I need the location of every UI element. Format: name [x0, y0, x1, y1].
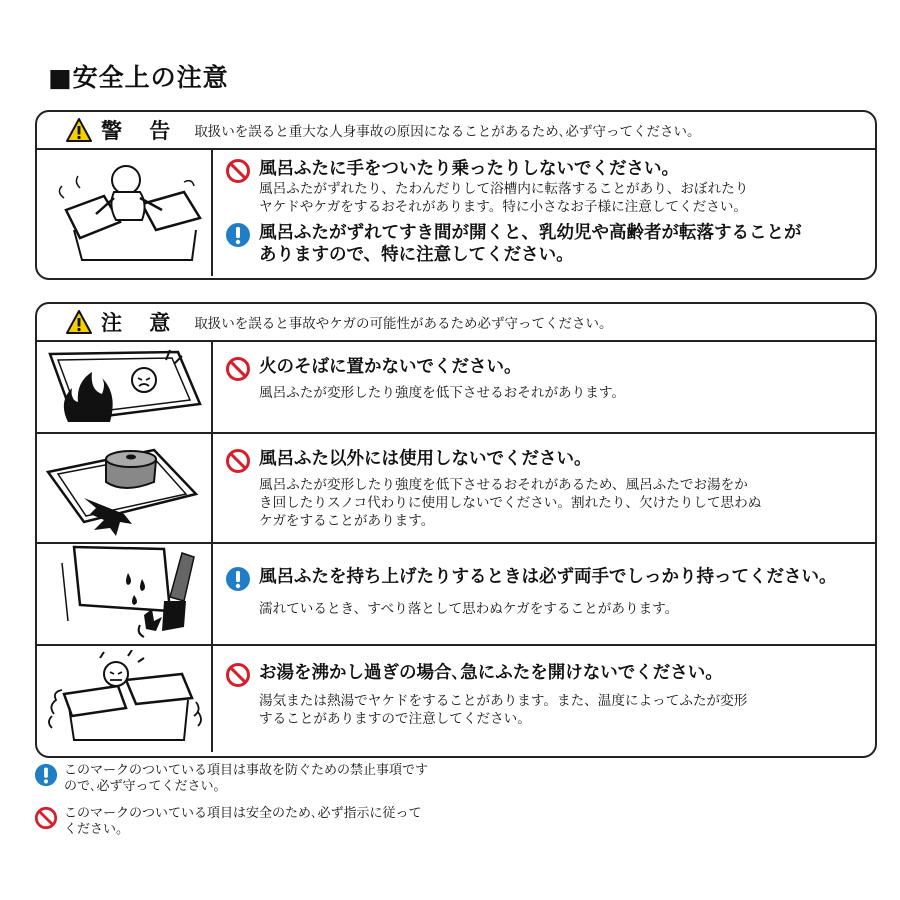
caution-row-4 — [37, 646, 875, 752]
caution-item-2-detail-3: ケガをすることがあります。 — [259, 513, 435, 529]
exclamation-icon — [225, 566, 251, 592]
legend-exclamation — [34, 763, 484, 795]
caution-item-3-title: 風呂ふたを持ち上げたりするときは必ず両手でしっかり持ってください。 — [259, 567, 837, 587]
broken-lid-icon — [44, 438, 204, 538]
prohibition-icon — [225, 356, 251, 382]
page-title: ■安全上の注意 — [48, 63, 229, 92]
stool-on-lid-illustration — [37, 434, 213, 542]
prohibition-icon — [34, 806, 58, 830]
caution-item-2-title: 風呂ふた以外には使用しないでください。 — [259, 449, 592, 469]
warning-item-1-detail-2: ヤケドやケガをするおそれがあります。特に小さなお子様に注意してください。 — [259, 199, 748, 215]
caution-item-1-title: 火のそばに置かないでください。 — [259, 357, 522, 377]
child-on-lid-illustration — [37, 150, 213, 276]
warning-description: 取扱いを誤ると重大な人身事故の原因になることがあるため､必ず守ってください。 — [194, 124, 701, 140]
caution-description: 取扱いを誤ると事故やケガの可能性があるため必ず守ってください。 — [194, 316, 613, 332]
caution-item-2-detail-1: 風呂ふたが変形したり強度を低下させるおそれがあるため、風呂ふたでお湯をか — [259, 477, 748, 493]
warning-item-2-title-2: ありますので、特に注意してください。 — [259, 245, 574, 265]
caution-section — [35, 302, 877, 758]
warning-item-1-title: 風呂ふたに手をついたり乗ったりしないでください。 — [259, 159, 679, 179]
exclamation-icon — [34, 763, 58, 787]
slipping-hand-icon — [44, 545, 204, 643]
legend-prohibition-line-1: このマークのついている項目は安全のため､必ず指示に従って — [64, 806, 422, 821]
warning-item-1 — [225, 158, 875, 216]
warning-section — [35, 110, 877, 280]
warning-triangle-icon — [65, 117, 93, 143]
exclamation-icon — [225, 222, 251, 248]
caution-item-1-detail: 風呂ふたが変形したり強度を低下させるおそれがあります。 — [259, 385, 625, 401]
warning-row — [37, 150, 875, 276]
fire-icon — [44, 346, 204, 428]
prohibition-icon — [225, 158, 251, 184]
warning-title: 警 告 — [101, 119, 181, 143]
caution-item-4-detail-1: 湯気または熱湯でヤケドをすることがあります。また、温度によってふたが変形 — [259, 693, 748, 709]
prohibition-icon — [225, 448, 251, 474]
caution-title: 注 意 — [101, 311, 181, 335]
steam-illustration — [37, 646, 213, 752]
caution-item-4 — [225, 662, 875, 728]
caution-item-3 — [225, 566, 875, 618]
prohibition-icon — [225, 662, 251, 688]
caution-triangle-icon — [65, 309, 93, 335]
caution-item-4-title: お湯を沸かし過ぎの場合､急にふたを開けないでください。 — [259, 663, 723, 683]
caution-row-3 — [37, 544, 875, 646]
lifting-lid-illustration — [37, 544, 213, 644]
caution-item-2-detail-2: き回したりスノコ代わりに使用しないでください。割れたり、欠けたりして思わぬ — [259, 495, 762, 511]
caution-item-2 — [225, 448, 875, 530]
caution-item-4-detail-2: することがありますので注意してください。 — [259, 711, 531, 727]
warning-item-1-detail-1: 風呂ふたがずれたり、たわんだりして浴槽内に転落することがあり、おぼれたり — [259, 181, 749, 197]
caution-row-1 — [37, 342, 875, 434]
fire-illustration — [37, 342, 213, 432]
caution-header — [37, 304, 875, 342]
legend-exclamation-line-1: このマークのついている項目は事故を防ぐための禁止事項です — [64, 763, 429, 778]
caution-item-3-detail: 濡れているとき、すべり落として思わぬケガをすることがあります。 — [259, 601, 679, 617]
legend-exclamation-line-2: ので､必ず守ってください。 — [64, 779, 227, 794]
caution-item-1 — [225, 356, 875, 402]
warning-header — [37, 112, 875, 150]
legend-prohibition — [34, 806, 484, 838]
caution-row-2 — [37, 434, 875, 544]
warning-item-2 — [225, 222, 875, 266]
hot-steam-icon — [44, 650, 204, 748]
legend-prohibition-line-2: ください。 — [64, 822, 130, 837]
child-falling-icon — [44, 158, 204, 268]
warning-item-2-title-1: 風呂ふたがずれてすき間が開くと、乳幼児や高齢者が転落することが — [259, 223, 802, 243]
